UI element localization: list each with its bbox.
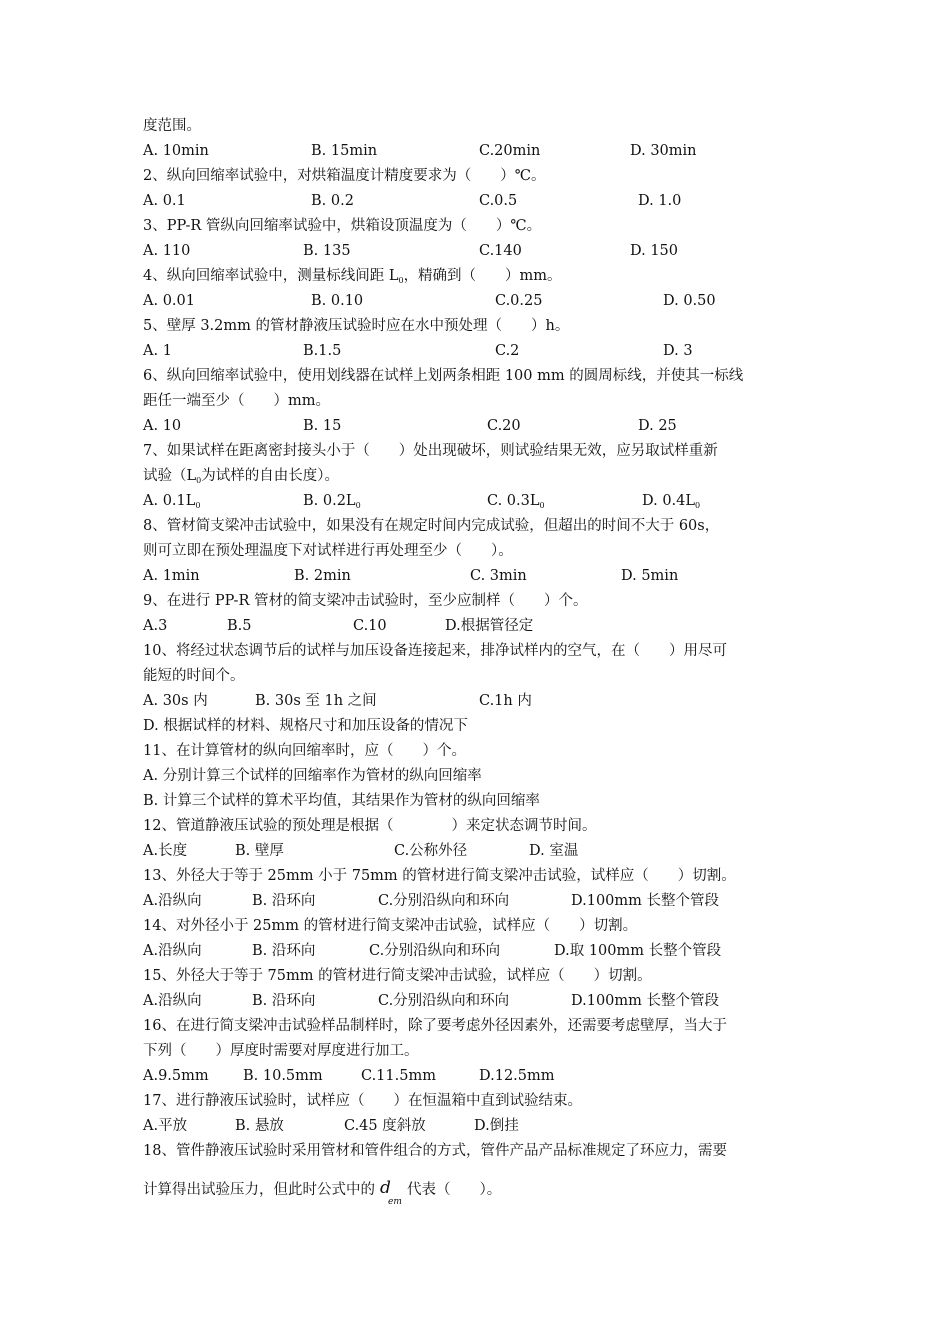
option-a: A. 分别计算三个试样的回缩率作为管材的纵向回缩率 — [143, 768, 482, 784]
option-a: A.沿纵向 — [143, 943, 202, 959]
option-d: D. 0.50 — [663, 293, 716, 309]
option-b: B. 沿环向 — [252, 943, 316, 959]
option-d: D.取 100mm 长整个管段 — [554, 943, 722, 959]
option-a: A. 30s 内 — [143, 693, 208, 709]
option-a: A.长度 — [143, 843, 188, 859]
option-c: C.分别沿纵向和环向 — [378, 993, 510, 1009]
options-q12 — [143, 839, 808, 864]
options-q2 — [143, 189, 808, 214]
question-2: 2、纵向回缩率试验中，对烘箱温度计精度要求为（ ）℃。 — [143, 168, 546, 184]
question-17: 17、进行静液压试验时，试样应（ ）在恒温箱中直到试验结束。 — [143, 1093, 582, 1109]
question-8: 8、管材简支梁冲击试验中，如果没有在规定时间内完成试验，但超出的时间不大于 60s， — [143, 518, 720, 534]
option-a: A. 110 — [143, 243, 191, 259]
question-13: 13、外径大于等于 25mm 小于 75mm 的管材进行简支梁冲击试验，试样应（ ）切割。 — [143, 868, 736, 884]
question-14: 14、对外径小于 25mm 的管材进行简支梁冲击试验，试样应（ ）切割。 — [143, 918, 638, 934]
option-b: B.5 — [227, 618, 252, 634]
option-d: D.100mm 长整个管段 — [571, 993, 720, 1009]
options-q8 — [143, 564, 808, 589]
option-d: D.根据管径定 — [445, 618, 534, 634]
text-line: 下列（ ）厚度时需要对厚度进行加工。 — [143, 1043, 419, 1059]
option-d: D. 30min — [630, 143, 697, 159]
question-15: 15、外径大于等于 75mm 的管材进行简支梁冲击试验，试样应（ ）切割。 — [143, 968, 652, 984]
option-a: A. 10 — [143, 418, 182, 434]
option-b: B. 135 — [303, 243, 351, 259]
option-c: C.0.5 — [479, 193, 518, 209]
option-c: C.140 — [479, 243, 522, 259]
options-q4 — [143, 289, 808, 314]
option-b: B. 30s 至 1h 之间 — [255, 693, 377, 709]
option-d: D. 150 — [630, 243, 679, 259]
option-c: C. 3min — [470, 568, 527, 584]
option-b: B. 10.5mm — [243, 1068, 323, 1084]
text-line: 距任一端至少（ ）mm。 — [143, 393, 330, 409]
option-c: C.10 — [353, 618, 387, 634]
option-c: C.分别沿纵向和环向 — [369, 943, 501, 959]
question-6: 6、纵向回缩率试验中，使用划线器在试样上划两条相距 100 mm 的圆周标线，并使其一标线 — [143, 368, 744, 384]
option-d: D. 25 — [638, 418, 677, 434]
option-b: B. 15min — [311, 143, 378, 159]
option-b: B. 2min — [294, 568, 351, 584]
text-line: 试验（$L_0$为试样的自由长度）。 — [143, 468, 339, 485]
option-a: A. 0.1 — [143, 193, 186, 209]
option-a: A. 0.01 — [143, 293, 195, 309]
option-c: C.45 度斜放 — [344, 1118, 426, 1134]
option-c: C.0.25 — [495, 293, 543, 309]
option-a: A.沿纵向 — [143, 893, 202, 909]
option-b: B. 计算三个试样的算术平均值，其结果作为管材的纵向回缩率 — [143, 793, 540, 809]
option-c: C.20min — [479, 143, 541, 159]
option-d: D.100mm 长整个管段 — [571, 893, 720, 909]
option-b: B. 0.2 — [311, 193, 354, 209]
question-4: 4、纵向回缩率试验中，测量标线间距 $L_0$，精确到（ ）mm。 — [143, 268, 562, 285]
option-c: C.20 — [487, 418, 521, 434]
option-b: B. 沿环向 — [252, 993, 316, 1009]
options-q7 — [143, 489, 808, 514]
option-c: C.11.5mm — [361, 1068, 436, 1084]
question-18: 18、管件静液压试验时采用管材和管件组合的方式，管件产品产品标准规定了环应力，需要 — [143, 1143, 727, 1159]
question-9: 9、在进行 PP-R 管材的简支梁冲击试验时，至少应制样（ ）个。 — [143, 593, 588, 609]
option-d: D. 室温 — [529, 843, 579, 859]
option-b: B. 悬放 — [235, 1118, 284, 1134]
question-16: 16、在进行简支梁冲击试验样品制样时，除了要考虑外径因素外，还需要考虑壁厚，当大于 — [143, 1018, 727, 1034]
option-a: A.9.5mm — [143, 1068, 209, 1084]
option-b: B. 0.10 — [311, 293, 364, 309]
options-q9 — [143, 614, 808, 639]
text-line: 能短的时间个。 — [143, 668, 245, 684]
option-d: D. 1.0 — [638, 193, 682, 209]
options-q3 — [143, 239, 808, 264]
option-a: A.3 — [143, 618, 168, 634]
question-7: 7、如果试样在距离密封接头小于（ ）处出现破坏，则试验结果无效，应另取试样重新 — [143, 443, 718, 459]
option-b: B. 沿环向 — [252, 893, 316, 909]
option-a: A. 1min — [143, 568, 200, 584]
question-3: 3、PP-R 管纵向回缩率试验中，烘箱设顶温度为（ ）℃。 — [143, 218, 542, 234]
option-a: A. $0.1L_0$ — [143, 493, 201, 510]
option-d: D. 5min — [621, 568, 679, 584]
option-d: D.12.5mm — [479, 1068, 555, 1084]
option-c: C.分别沿纵向和环向 — [378, 893, 510, 909]
option-c: C. $0.3L_0$ — [487, 493, 545, 510]
option-d: D.倒挂 — [474, 1118, 519, 1134]
option-b: B. 壁厚 — [235, 843, 284, 859]
question-12: 12、管道静液压试验的预处理是根据（ ）来定状态调节时间。 — [143, 818, 597, 834]
option-b: B. $0.2L_0$ — [303, 493, 361, 510]
option-a: A. 1 — [143, 343, 172, 359]
options-q6 — [143, 414, 808, 439]
options-q5 — [143, 339, 808, 364]
formula-d-em: d em — [380, 1178, 402, 1207]
option-a: A. 10min — [143, 143, 209, 159]
question-10: 10、将经过状态调节后的试样与加压设备连接起来，排净试样内的空气，在（ ）用尽可 — [143, 643, 727, 659]
option-d: D. 根据试样的材料、规格尺寸和加压设备的情况下 — [143, 718, 468, 734]
option-c: C.公称外径 — [394, 843, 468, 859]
options-q1 — [143, 139, 808, 164]
options-q17 — [143, 1114, 808, 1139]
option-b: B. 15 — [303, 418, 342, 434]
option-c: C.1h 内 — [479, 693, 532, 709]
options-q10 — [143, 689, 808, 714]
text-line: 则可立即在预处理温度下对试样进行再处理至少（ ）。 — [143, 543, 513, 559]
option-c: C.2 — [495, 343, 520, 359]
question-5: 5、壁厚 3.2mm 的管材静液压试验时应在水中预处理（ ）h。 — [143, 318, 570, 334]
option-d: D. 3 — [663, 343, 693, 359]
options-q14 — [143, 939, 808, 964]
question-page — [143, 114, 808, 1206]
options-q16 — [143, 1064, 808, 1089]
question-11: 11、在计算管材的纵向回缩率时，应（ ）个。 — [143, 743, 466, 759]
text-line: 计算得出试验压力，但此时公式中的 d em 代表（ ）。 — [143, 1164, 808, 1206]
text-line: 度范围。 — [143, 118, 201, 134]
option-a: A.沿纵向 — [143, 993, 202, 1009]
option-b: B.1.5 — [303, 343, 342, 359]
options-q13 — [143, 889, 808, 914]
option-a: A.平放 — [143, 1118, 188, 1134]
option-d: D. $0.4L_0$ — [642, 493, 701, 510]
options-q15 — [143, 989, 808, 1014]
